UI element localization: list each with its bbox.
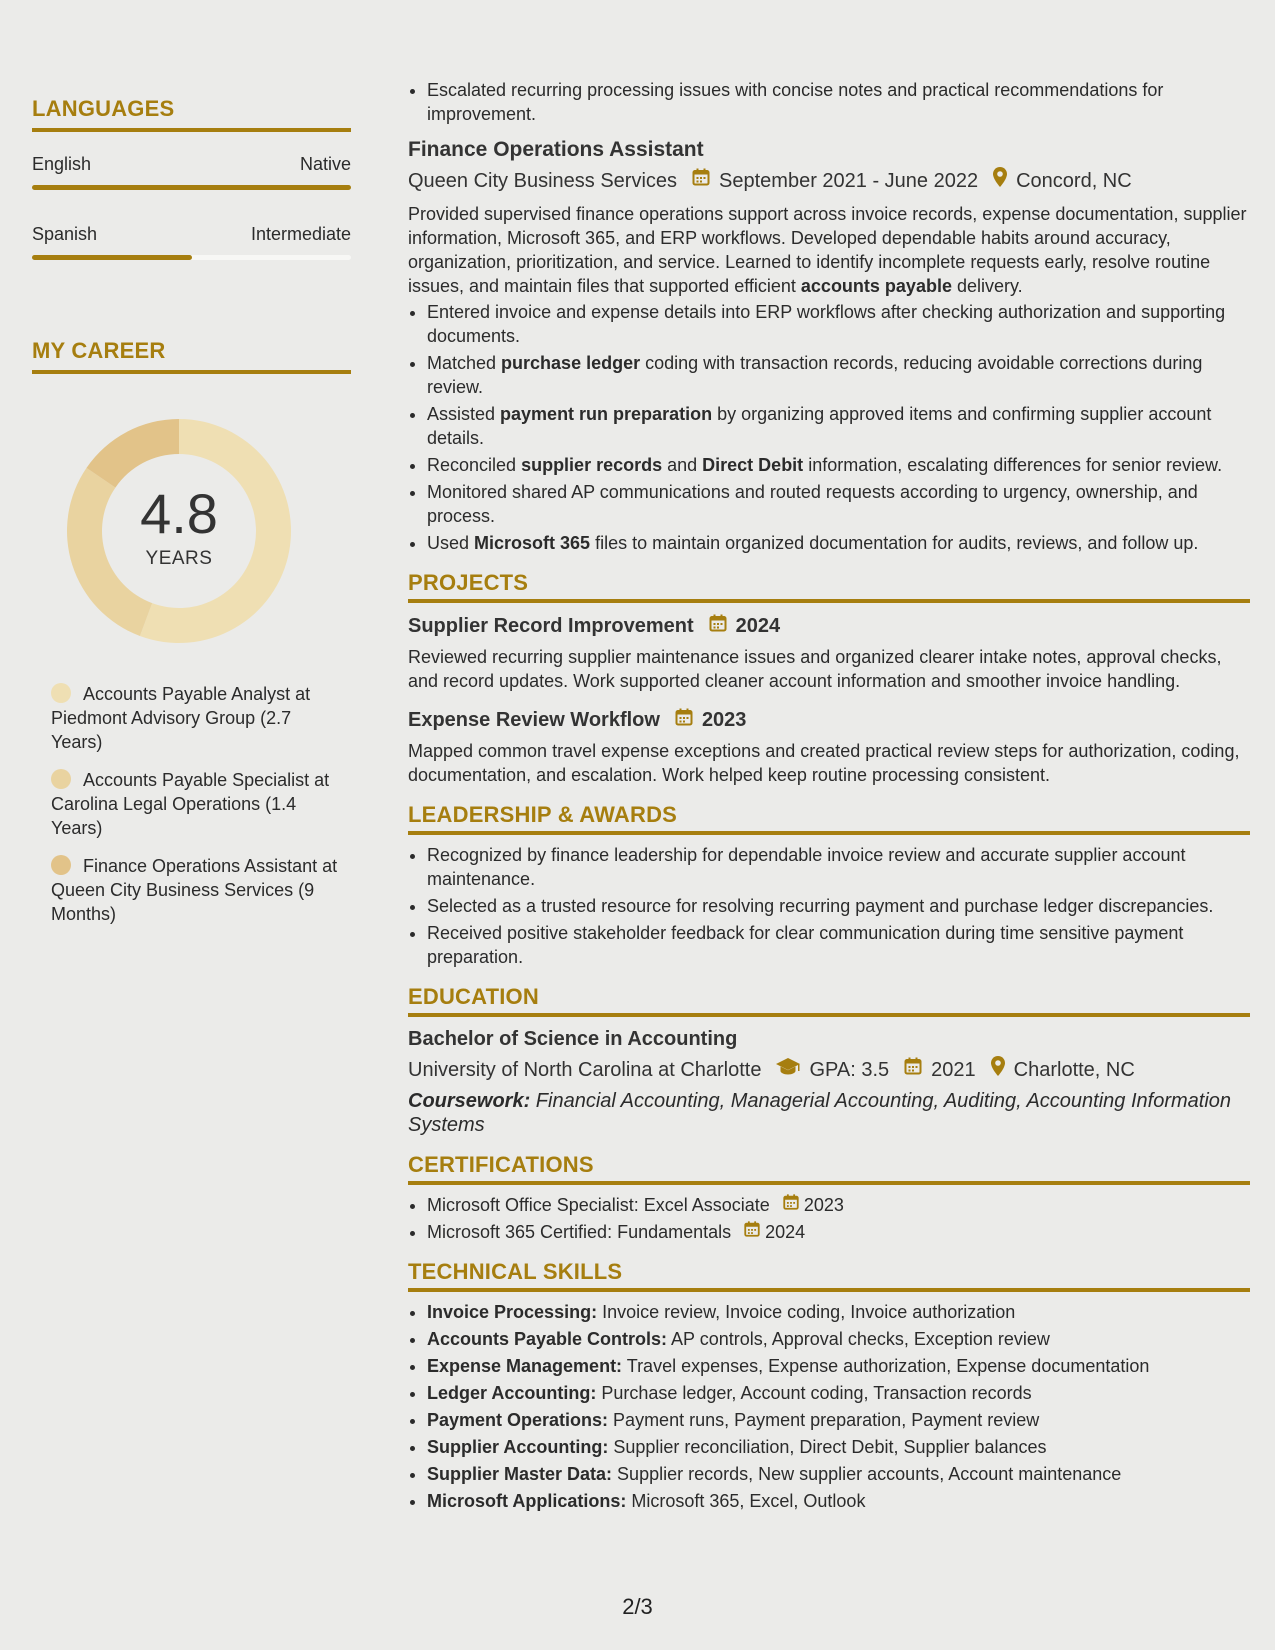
certification-name: • Microsoft 365 Certified: Fundamentals bbox=[427, 1222, 732, 1242]
language-proficiency-fill bbox=[32, 185, 351, 190]
legend-dot bbox=[51, 683, 71, 703]
bullet-item: • Received positive stakeholder feedback for clear communication during time sensitive payment preparation. bbox=[427, 921, 1250, 969]
skill-value: Payment runs, Payment preparation, Payment review bbox=[608, 1410, 1040, 1430]
project-name: Expense Review Workflow bbox=[408, 709, 660, 731]
language-item bbox=[32, 154, 351, 190]
bullet-item: • Used Microsoft 365 files to maintain organized documentation for audits, reviews, and follow up. bbox=[427, 531, 1250, 555]
career-heading: MY CAREER bbox=[32, 338, 351, 374]
page-number: 2/3 bbox=[622, 1594, 653, 1619]
project-description: Reviewed recurring supplier maintenance issues and organized clearer intake notes, approval checks, and record updates. Work supported cleaner account information and smoother invoice handling. bbox=[408, 647, 1222, 691]
career-legend-item bbox=[51, 854, 341, 926]
language-level: Intermediate bbox=[250, 224, 351, 244]
language-proficiency-bar bbox=[32, 185, 351, 190]
left-column bbox=[32, 96, 351, 940]
skill-value: Microsoft 365, Excel, Outlook bbox=[626, 1491, 866, 1511]
graduation-cap-icon bbox=[775, 1056, 801, 1084]
skill-label: Microsoft Applications: bbox=[427, 1491, 627, 1511]
education-section bbox=[408, 985, 1250, 1137]
skill-value: Supplier reconciliation, Direct Debit, Supplier balances bbox=[608, 1437, 1047, 1457]
job-location: Concord, NC bbox=[1016, 170, 1132, 192]
bullet-item: • Entered invoice and expense details into ERP workflows after checking authorization and supporting documents. bbox=[427, 300, 1250, 348]
map-pin-icon bbox=[992, 166, 1008, 196]
project-year: 2024 bbox=[735, 615, 781, 637]
project-item bbox=[408, 707, 1250, 787]
skill-item bbox=[427, 1462, 1250, 1486]
skill-label: Expense Management: bbox=[427, 1356, 623, 1376]
previous-job-bullets bbox=[408, 78, 1250, 126]
education-school: University of North Carolina at Charlotte bbox=[408, 1059, 762, 1081]
skill-item bbox=[427, 1381, 1250, 1405]
legend-dot bbox=[51, 769, 71, 789]
legend-label: Finance Operations Assistant at Queen City Business Services (9 Months) bbox=[51, 856, 338, 924]
career-donut-chart bbox=[64, 416, 294, 646]
skill-label: Ledger Accounting: bbox=[427, 1383, 597, 1403]
language-name: Spanish bbox=[32, 224, 98, 244]
right-column bbox=[408, 78, 1250, 1516]
career-section bbox=[32, 338, 351, 926]
calendar-icon bbox=[691, 167, 711, 195]
bullet-item: • Matched purchase ledger coding with transaction records, reducing avoidable corrections during review. bbox=[427, 351, 1250, 399]
project-item bbox=[408, 613, 1250, 693]
languages-heading: LANGUAGES bbox=[32, 96, 351, 132]
project-name: Supplier Record Improvement bbox=[408, 615, 694, 637]
skill-value: Invoice review, Invoice coding, Invoice authorization bbox=[597, 1302, 1016, 1322]
skill-value: Purchase ledger, Account coding, Transaction records bbox=[596, 1383, 1032, 1403]
certification-year: 2023 bbox=[803, 1195, 844, 1215]
leadership-section bbox=[408, 803, 1250, 969]
skill-label: Invoice Processing: bbox=[427, 1302, 598, 1322]
job-meta bbox=[408, 166, 1250, 196]
bullet-item: • Selected as a trusted resource for resolving recurring payment and purchase ledger discrepancies. bbox=[427, 894, 1250, 918]
bullet-item: • Reconciled supplier records and Direct Debit information, escalating differences for senior review. bbox=[427, 453, 1250, 477]
bullet-item: • Monitored shared AP communications and routed requests according to urgency, ownership, and process. bbox=[427, 480, 1250, 528]
skill-value: Supplier records, New supplier accounts, Account maintenance bbox=[612, 1464, 1122, 1484]
skills-section bbox=[408, 1260, 1250, 1513]
legend-label: Accounts Payable Specialist at Carolina Legal Operations (1.4 Years) bbox=[51, 770, 330, 838]
language-proficiency-fill bbox=[32, 255, 192, 260]
career-legend-item bbox=[51, 768, 341, 840]
legend-label: Accounts Payable Analyst at Piedmont Advisory Group (2.7 Years) bbox=[51, 684, 311, 752]
legend-dot bbox=[51, 855, 71, 875]
certification-item bbox=[427, 1220, 1250, 1244]
certification-name: • Microsoft Office Specialist: Excel Associate bbox=[427, 1195, 770, 1215]
skill-item bbox=[427, 1354, 1250, 1378]
projects-section bbox=[408, 571, 1250, 787]
skill-item bbox=[427, 1435, 1250, 1459]
skill-item bbox=[427, 1489, 1250, 1513]
leadership-heading: LEADERSHIP & AWARDS bbox=[408, 803, 1250, 835]
calendar-icon bbox=[903, 1056, 923, 1084]
skill-value: AP controls, Approval checks, Exception review bbox=[667, 1329, 1050, 1349]
calendar-icon bbox=[743, 1220, 761, 1244]
language-proficiency-bar bbox=[32, 255, 351, 260]
map-pin-icon bbox=[990, 1055, 1006, 1085]
certifications-heading: CERTIFICATIONS bbox=[408, 1153, 1250, 1185]
job-dates: September 2021 - June 2022 bbox=[719, 170, 979, 192]
job-summary: Provided supervised finance operations support across invoice records, expense documentation, supplier information, Microsoft 365, and ERP workflows. Developed dependable habits around accuracy, organization, prioritization, and service. Learned to identify incomplete requests early, resolve routine issues, and maintain files that supported efficient accounts payable delivery. bbox=[408, 204, 1247, 296]
career-legend-item bbox=[51, 682, 341, 754]
calendar-icon bbox=[708, 613, 728, 639]
education-degree: Bachelor of Science in Accounting bbox=[408, 1028, 738, 1050]
education-coursework: Coursework: Financial Accounting, Managerial Accounting, Auditing, Accounting Information Systems bbox=[408, 1090, 1232, 1136]
skills-heading: TECHNICAL SKILLS bbox=[408, 1260, 1250, 1292]
certifications-section bbox=[408, 1153, 1250, 1244]
career-total-years: 4.8 bbox=[140, 482, 218, 545]
skill-item bbox=[427, 1300, 1250, 1324]
career-unit: YEARS bbox=[145, 548, 213, 569]
bullet-item: • Escalated recurring processing issues with concise notes and practical recommendations for improvement. bbox=[427, 78, 1250, 126]
project-year: 2023 bbox=[701, 709, 747, 731]
skill-label: Accounts Payable Controls: bbox=[427, 1329, 668, 1349]
language-item bbox=[32, 224, 351, 260]
bullet-item: • Assisted payment run preparation by organizing approved items and confirming supplier account details. bbox=[427, 402, 1250, 450]
skill-item bbox=[427, 1408, 1250, 1432]
skill-value: Travel expenses, Expense authorization, Expense documentation bbox=[622, 1356, 1150, 1376]
certification-item bbox=[427, 1193, 1250, 1217]
projects-heading: PROJECTS bbox=[408, 571, 1250, 603]
project-description: Mapped common travel expense exceptions and created practical review steps for authorization, coding, documentation, and escalation. Work helped keep routine processing consistent. bbox=[408, 741, 1240, 785]
skills-list bbox=[408, 1300, 1250, 1513]
job-title: Finance Operations Assistant bbox=[408, 138, 704, 161]
skill-label: Supplier Master Data: bbox=[427, 1464, 613, 1484]
job-bullets bbox=[408, 300, 1250, 555]
career-legend bbox=[51, 682, 341, 926]
certifications-list bbox=[408, 1193, 1250, 1244]
certification-year: 2024 bbox=[765, 1222, 806, 1242]
skill-label: Supplier Accounting: bbox=[427, 1437, 609, 1457]
leadership-list bbox=[408, 843, 1250, 969]
language-level: Native bbox=[299, 154, 351, 174]
skill-item bbox=[427, 1327, 1250, 1351]
education-location: Charlotte, NC bbox=[1013, 1059, 1135, 1081]
bullet-item: • Recognized by finance leadership for dependable invoice review and accurate supplier account maintenance. bbox=[427, 843, 1250, 891]
calendar-icon bbox=[782, 1193, 800, 1217]
education-meta bbox=[408, 1055, 1250, 1085]
job-company: Queen City Business Services bbox=[408, 170, 678, 192]
education-heading: EDUCATION bbox=[408, 985, 1250, 1017]
language-name: English bbox=[32, 154, 92, 174]
languages-list bbox=[32, 154, 351, 260]
skill-label: Payment Operations: bbox=[427, 1410, 609, 1430]
calendar-icon bbox=[674, 707, 694, 733]
education-gpa: GPA: 3.5 bbox=[809, 1059, 890, 1081]
education-year: 2021 bbox=[931, 1059, 976, 1081]
